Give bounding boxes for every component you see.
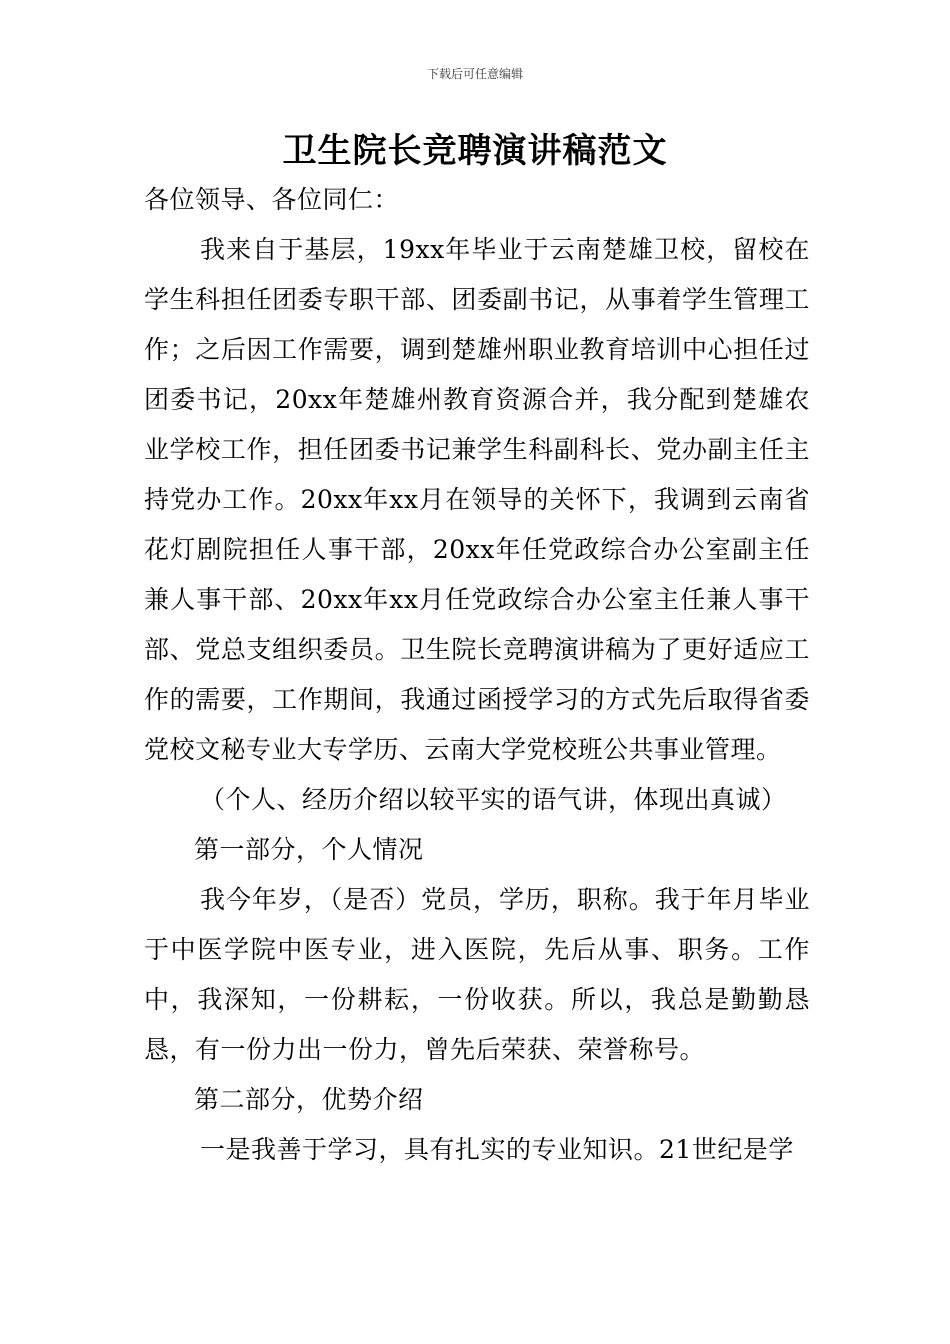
paragraph-strengths: 一是我善于学习，具有扎实的专业知识。21世纪是学	[200, 1135, 794, 1164]
speaking-note: （个人、经历介绍以较平实的语气讲，体现出真诚）	[200, 785, 787, 814]
salutation: 各位领导、各位同仁：	[144, 185, 400, 214]
document-body	[144, 175, 810, 1175]
paragraph-experience: 我来自于基层，19xx年毕业于云南楚雄卫校，留校在学生科担任团委专职干部、团委副书记，从事着学生管理工作；之后因工作需要，调到楚雄州职业教育培训中心担任过团委书记，20xx年楚雄州教育资源合并，我分配到楚雄农业学校工作，担任团委书记兼学生科副科长、党办副主任主持党办工作。20xx年xx月在领导的关怀下，我调到云南省花灯剧院担任人事干部，20xx年任党政综合办公室副主任兼人事干部、20xx年xx月任党政综合办公室主任兼人事干部、党总支组织委员。卫生院长竞聘演讲稿为了更好适应工作的需要，工作期间，我通过函授学习的方式先后取得省委党校文秘专业大专学历、云南大学党校班公共事业管理。	[144, 235, 810, 764]
section-heading-strengths: 第二部分，优势介绍	[194, 1085, 424, 1114]
document-title: 卫生院长竞聘演讲稿范文	[282, 131, 668, 171]
header-note: 下载后可任意编辑	[426, 67, 523, 81]
paragraph-personal: 我今年岁，（是否）党员，学历，职称。我于年月毕业于中医学院中医专业，进入医院，先后从事、职务。工作中，我深知，一份耕耘，一份收获。所以，我总是勤勤恳恳，有一份力出一份力，曾先后荣获、荣誉称号。	[144, 885, 810, 1064]
section-heading-personal: 第一部分，个人情况	[194, 835, 424, 864]
